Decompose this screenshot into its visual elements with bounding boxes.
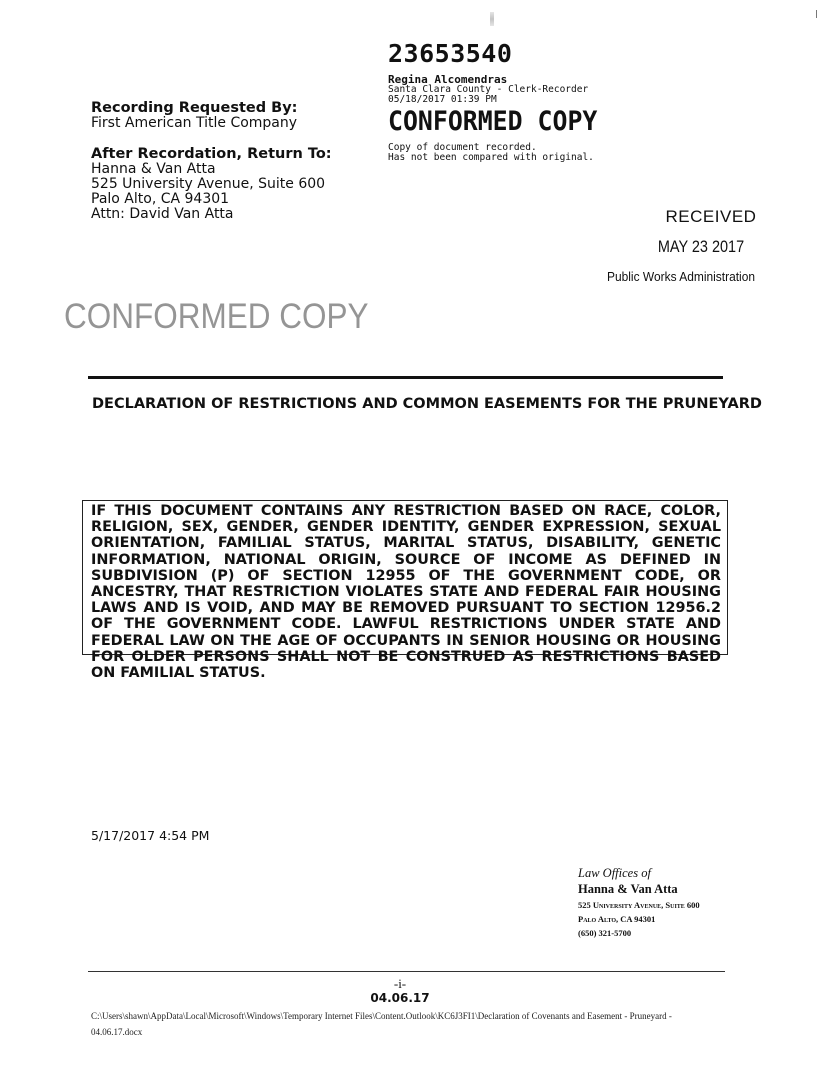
recorded-timestamp: 05/18/2017 01:39 PM bbox=[388, 94, 497, 105]
scan-artifact-edge bbox=[816, 10, 817, 18]
note-line: Copy of document recorded. bbox=[388, 142, 537, 153]
document-title: DECLARATION OF RESTRICTIONS AND COMMON EASEMENTS FOR THE PRUNEYARD bbox=[92, 396, 762, 412]
recorder-county: Santa Clara County - Clerk-Recorder bbox=[388, 84, 589, 95]
recorder-name: Regina Alcomendras bbox=[388, 73, 508, 86]
fair-housing-notice-box bbox=[82, 500, 728, 682]
footer-date: 04.06.17 bbox=[370, 991, 430, 1005]
conformed-copy-note bbox=[388, 143, 668, 163]
received-department: Public Works Administration bbox=[606, 269, 756, 284]
received-title: RECEIVED bbox=[665, 207, 757, 226]
law-office-name: Hanna & Van Atta bbox=[578, 882, 678, 896]
recording-info-block bbox=[91, 101, 381, 222]
recorder-stamp bbox=[388, 40, 668, 163]
return-to-line: Palo Alto, CA 94301 bbox=[91, 191, 230, 207]
received-date: MAY 23 2017 bbox=[657, 237, 745, 256]
scan-artifact bbox=[490, 12, 494, 26]
law-office-label: Law Offices of bbox=[578, 866, 651, 880]
file-path-line: 04.06.17.docx bbox=[91, 1027, 143, 1037]
received-stamp bbox=[596, 207, 766, 284]
requested-by-value: First American Title Company bbox=[91, 115, 298, 131]
document-timestamp: 5/17/2017 4:54 PM bbox=[91, 828, 210, 843]
page-number: -i- bbox=[393, 976, 407, 991]
return-to-label: After Recordation, Return To: bbox=[91, 146, 332, 162]
file-path-line: C:\Users\shawn\AppData\Local\Microsoft\Windows\Temporary Internet Files\Content.Outlook\KC6J3FI1\Declaration of Covenants and Easement - Pruneyard - bbox=[91, 1011, 672, 1021]
note-line: Has not been compared with original. bbox=[388, 152, 594, 163]
title-divider bbox=[88, 376, 723, 379]
law-office-address-line2: Palo Alto, CA 94301 bbox=[578, 914, 656, 924]
law-office-address-line1: 525 University Avenue, Suite 600 bbox=[578, 900, 700, 910]
return-to-line: 525 University Avenue, Suite 600 bbox=[91, 176, 326, 192]
document-number: 23653540 bbox=[388, 39, 513, 68]
return-to-line: Hanna & Van Atta bbox=[91, 161, 216, 177]
footer-divider bbox=[88, 971, 725, 972]
faded-conformed-stamp: CONFORMED COPY bbox=[64, 297, 369, 336]
law-office-block bbox=[578, 865, 758, 940]
return-to-line: Attn: David Van Atta bbox=[91, 206, 234, 222]
requested-by-label: Recording Requested By: bbox=[91, 100, 298, 116]
law-office-phone: (650) 321-5700 bbox=[578, 928, 632, 938]
conformed-copy-label: CONFORMED COPY bbox=[388, 106, 598, 137]
footer-file-path bbox=[91, 1008, 741, 1040]
fair-housing-notice-text: IF THIS DOCUMENT CONTAINS ANY RESTRICTION BASED ON RACE, COLOR, RELIGION, SEX, GENDER, GENDER IDENTITY, GENDER EXPRESSION, SEXUAL ORIENTATION, FAMILIAL STATUS, MARITAL STATUS, DISABILITY, GENETIC INFORMATION, NATIONAL ORIGIN, SOURCE OF INCOME AS DEFINED IN SUBDIVISION (P) OF SECTION 12955 OF THE GOVERNMENT CODE, OR ANCESTRY, THAT RESTRICTION VIOLATES STATE AND FEDERAL FAIR HOUSING LAWS AND IS VOID, AND MAY BE REMOVED PURSUANT TO SECTION 12956.2 OF THE GOVERNMENT CODE. LAWFUL RESTRICTIONS UNDER STATE AND FEDERAL LAW ON THE AGE OF OCCUPANTS IN SENIOR HOUSING OR HOUSING FOR OLDER PERSONS SHALL NOT BE CONSTRUED AS RESTRICTIONS BASED ON FAMILIAL STATUS. bbox=[91, 503, 721, 682]
